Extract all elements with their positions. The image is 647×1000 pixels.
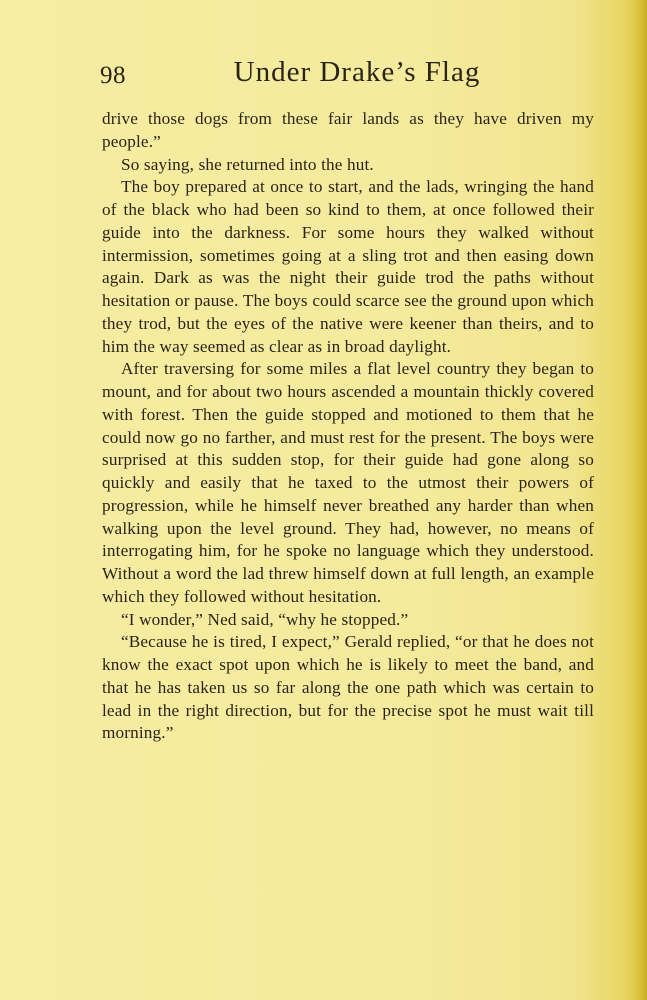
- paragraph: The boy prepared at once to start, and the lads, wringing the hand of the black who had been so kind to them, at once followed their guide into the darkness. For some hours they walked without intermission, sometimes going at a sling trot and then easing down again. Dark as was the night their guide trod the paths without hesitation or pause. The boys could scarce see the ground upon which they trod, but the eyes of the native were keener than theirs, and to him the way seemed as clear as in broad daylight.: [102, 177, 594, 356]
- paragraph: So saying, she returned into the hut.: [121, 154, 374, 174]
- paragraph: “Because he is tired, I expect,” Gerald replied, “or that he does not know the exact spot upon which he is likely to meet the band, and that he has taken us so far along the one path which was certain to lead in the right direction, but for the precise spot he must wait till morning.”: [102, 632, 594, 743]
- page-edge-shadow: [633, 0, 647, 1000]
- page-header: [100, 56, 594, 96]
- paragraph: “I wonder,” Ned said, “why he stopped.”: [121, 609, 409, 629]
- body-text: [102, 108, 594, 745]
- running-title: Under Drake’s Flag: [233, 56, 481, 88]
- paragraph: After traversing for some miles a flat level country they began to mount, and for about two hours ascended a mountain thickly covered with forest. Then the guide stopped and motioned to them that he could now go no farther, and must rest for the present. The boys were surprised at this sudden stop, for their guide had gone along so quickly and easily that he taxed to the utmost their powers of progression, while he himself never breathed any harder than when walking upon the level ground. They had, however, no means of interrogating him, for he spoke no language which they understood. Without a word the lad threw himself down at full length, an example which they followed without hesitation.: [102, 359, 594, 606]
- page-number: 98: [100, 62, 126, 89]
- paragraph-continued: drive those dogs from these fair lands as they have driven my people.”: [102, 109, 594, 151]
